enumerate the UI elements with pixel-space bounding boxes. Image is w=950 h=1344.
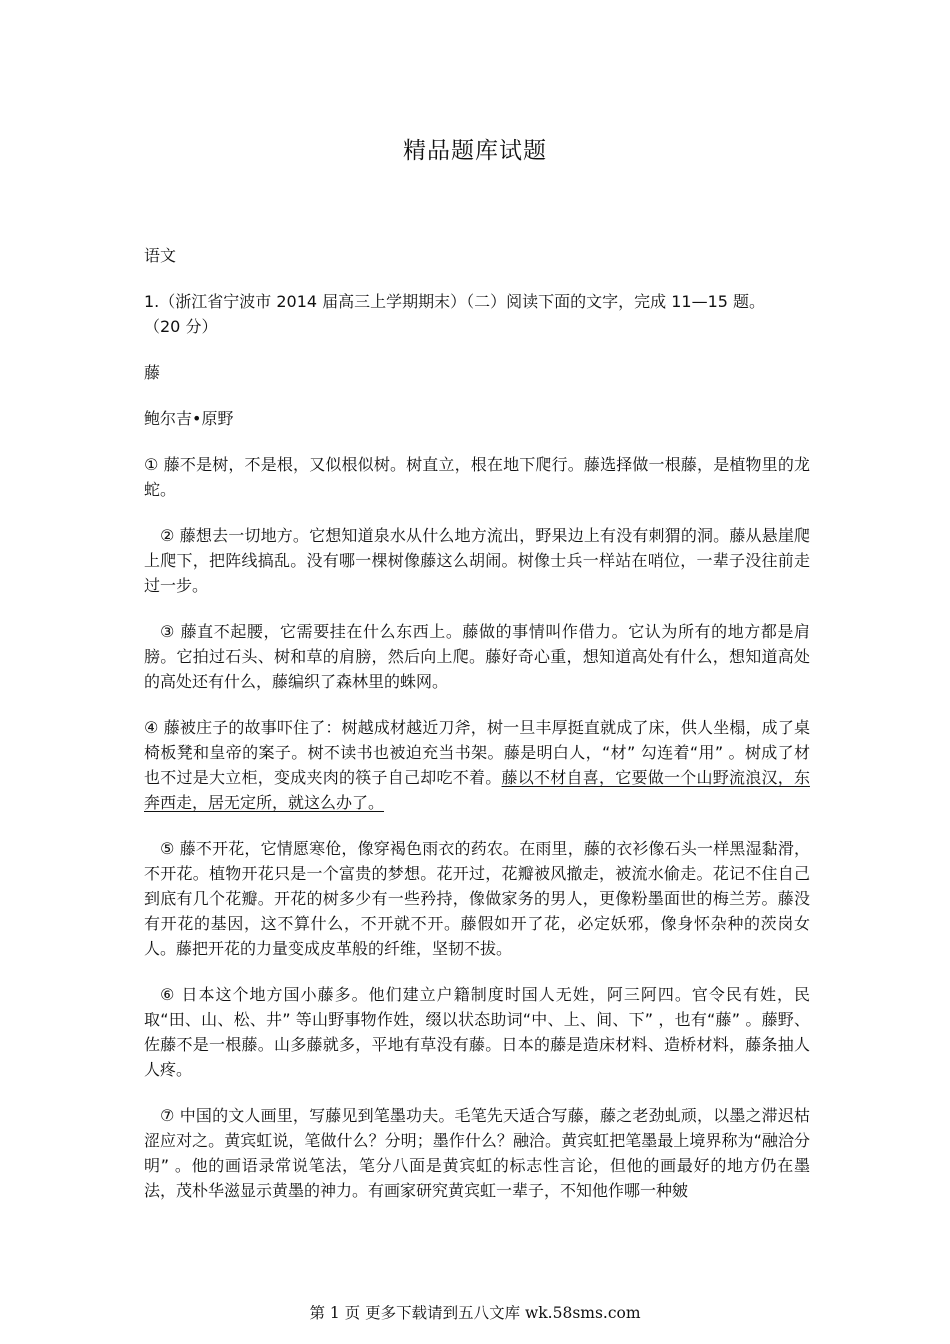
paragraph-4-text: ④ 藤被庄子的故事吓住了：树越成材越近刀斧，树一旦丰厚挺直就成了床，供人坐榻，成了桌椅板凳和皇帝的案子。树不读书也被迫充当书架。藤是明白人，“材” 勾连着“用” 。树成了材也不过是大立柜，变成夹肉的筷子自己却吃不着。	[144, 718, 810, 787]
paragraph-5: ⑤ 藤不开花，它情愿寒伧，像穿褐色雨衣的药农。在雨里，藤的衣衫像石头一样黑湿黏滑，不开花。植物开花只是一个富贵的梦想。花开过，花瓣被风撤走，被流水偷走。花记不住自己到底有几个花瓣。开花的树多少有一些矜持，像做家务的男人，更像粉墨面世的梅兰芳。藤没有开花的基因，这不算什么，不开就不开。藤假如开了花，必定妖邪，像身怀杂种的茨岗女人。藤把开花的力量变成皮革般的纤维，坚韧不拔。	[144, 839, 810, 958]
paragraph-6: ⑥ 日本这个地方国小藤多。他们建立户籍制度时国人无姓，阿三阿四。官令民有姓，民取“田、山、松、井” 等山野事物作姓，缀以状态助词“中、上、间、下” ，也有“藤” 。藤野、佐藤不是一根藤。山多藤就多，平地有草没有藤。日本的藤是造床材料、造桥材料，藤条抽人人疼。	[144, 985, 810, 1079]
paragraph-3: ③ 藤直不起腰，它需要挂在什么东西上。藤做的事情叫作借力。它认为所有的地方都是肩膀。它拍过石头、树和草的肩膀，然后向上爬。藤好奇心重，想知道高处有什么，想知道高处的高处还有什么，藤编织了森林里的蛛网。	[144, 622, 810, 691]
page-title: 精品题库试题	[403, 138, 547, 164]
paragraph-2: ② 藤想去一切地方。它想知道泉水从什么地方流出，野果边上有没有刺猬的洞。藤从悬崖爬上爬下，把阵线搞乱。没有哪一棵树像藤这么胡闹。树像士兵一样站在哨位，一辈子没往前走过一步。	[144, 526, 810, 595]
underlined-sentence: 藤以不材自喜，它要做一个山野流浪汉，东奔西走，居无定所，就这么办了。	[144, 768, 810, 812]
document-body	[144, 243, 810, 1224]
subject-label: 语文	[144, 246, 177, 265]
article-author: 鲍尔吉•原野	[144, 409, 234, 428]
paragraph-7: ⑦ 中国的文人画里，写藤见到笔墨功夫。毛笔先天适合写藤，藤之老劲虬顽，以墨之滞迟枯涩应对之。黄宾虹说，笔做什么？分明；墨作什么？融洽。黄宾虹把笔墨最上境界称为“融洽分明” 。他的画语录常说笔法，笔分八面是黄宾虹的标志性言论，但他的画最好的地方仍在墨法，茂朴华滋显示黄墨的神力。有画家研究黄宾虹一辈子，不知他作哪一种皴	[144, 1106, 810, 1200]
question-heading	[144, 289, 810, 339]
question-line-2: （20 分）	[144, 317, 218, 336]
paragraph-4	[144, 715, 810, 815]
paragraph-1: ① 藤不是树，不是根，又似根似树。树直立，根在地下爬行。藤选择做一根藤，是植物里的龙蛇。	[144, 455, 810, 499]
question-line-1: 1.（浙江省宁波市 2014 届高三上学期期末）（二）阅读下面的文字，完成 11—15 题。	[144, 292, 766, 311]
article-title: 藤	[144, 363, 161, 382]
page-footer: 第 1 页 更多下载请到五八文库 wk.58sms.com	[309, 1304, 641, 1322]
